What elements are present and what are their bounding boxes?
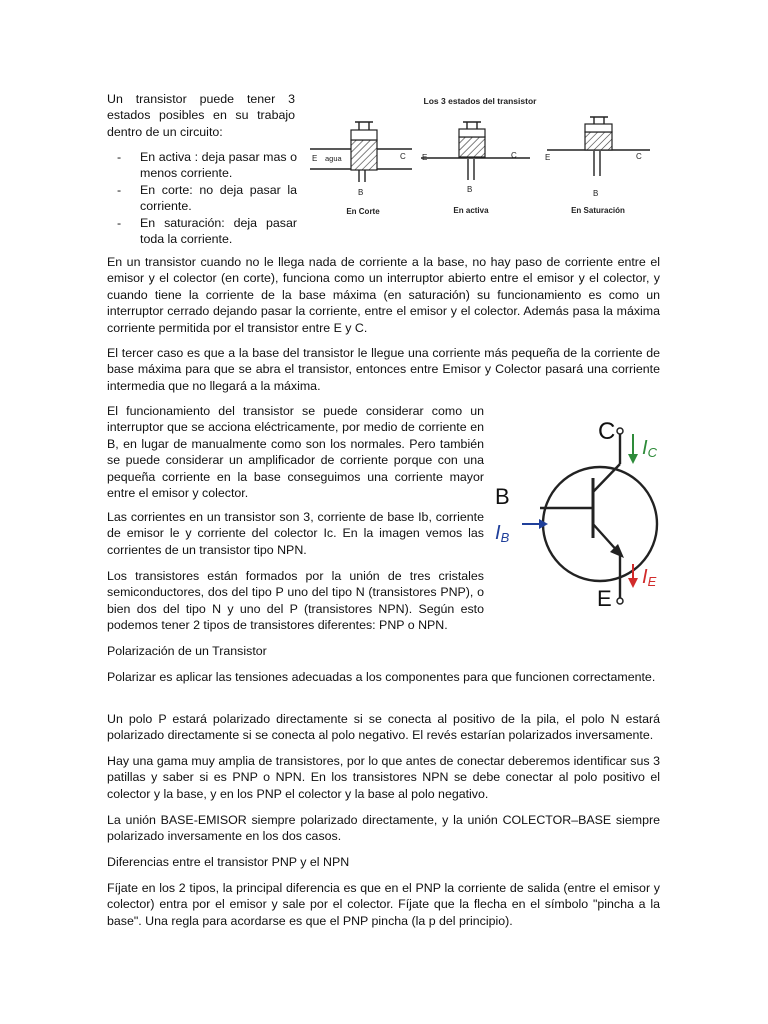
list-item: - En corte: no deja pasar la corriente. bbox=[107, 182, 297, 215]
npn-transistor-symbol bbox=[490, 412, 665, 608]
section-heading-polarizacion: Polarización de un Transistor bbox=[107, 644, 267, 658]
label-c: C bbox=[636, 152, 642, 161]
paragraph-corte-saturacion: En un transistor cuando no le llega nada de corriente a la base, no hay paso de corriente entre el emisor y el colector (en corte), funciona como un interruptor abierto entre el emisor y el colector, y cuando tiene la corriente de la base máxima (en saturación) su funcionamiento es como un interruptor cerrado dejando pasar la corriente, entre el emisor y el colector. Además pasa la máxima corriente permitida por el transistor entre E y C. bbox=[107, 255, 660, 335]
label-e: E bbox=[545, 153, 551, 162]
figure-title: Los 3 estados del transistor bbox=[423, 96, 537, 106]
emitter-label: E bbox=[597, 586, 612, 608]
water-label: agua bbox=[325, 154, 342, 163]
paragraph-interruptor-text: El funcionamiento del transistor se puede considerar como un interruptor que se acciona eléctricamente, por medio de corriente en B, en lugar de manualmente como son los normales. Pero también se puede considerar un amplificador de corriente porque con una pequeña corriente en la base conseguimos una corriente mayor entre el emisor y colector. bbox=[107, 404, 484, 501]
paragraph-polarizar: Polarizar es aplicar las tensiones adecuadas a los componentes para que funcionen correctamente. bbox=[107, 670, 656, 684]
caption-saturacion: En Saturación bbox=[571, 206, 625, 215]
label-e: E bbox=[422, 153, 428, 162]
caption-activa: En activa bbox=[453, 206, 489, 215]
label-b: B bbox=[467, 185, 473, 194]
ic-label: IC bbox=[642, 437, 657, 460]
list-item: - En saturación: deja pasar toda la corriente. bbox=[107, 215, 297, 248]
state-saturacion bbox=[545, 117, 650, 215]
list-item: - En activa : deja pasar mas o menos corriente. bbox=[107, 149, 297, 182]
ib-label: IB bbox=[495, 522, 510, 545]
paragraph-cristales-text: Los transistores están formados por la unión de tres cristales semiconductores, dos del tipo P uno del tipo N (transistores PNP), o bien dos del tipo N y uno del P (transistores NPN). Según esto podemos tener 2 tipos de transistores diferentes: PNP o NPN. bbox=[107, 569, 484, 633]
paragraph-uniones: La unión BASE-EMISOR siempre polarizado directamente, y la unión COLECTOR–BASE siempre polarizado inversamente en los dos casos. bbox=[107, 813, 660, 844]
states-list bbox=[107, 149, 297, 247]
paragraph-pnp-npn: Fíjate en los 2 tipos, la principal diferencia es que en el PNP la corriente de salida (entre el emisor y colector) entra por el emisor y sale por el colector. Fíjate que la flecha en el símbolo "pincha a la base". Una regla para acordarse es que el PNP pincha (la p del principio). bbox=[107, 881, 660, 928]
transistor-states-figure bbox=[305, 92, 660, 222]
paragraph-activa: El tercer caso es que a la base del transistor le llegue una corriente más pequeña de la corriente de base máxima para que se abra el transistor, entonces entre Emisor y Colector pasará una corriente intermedia que no llegará a la máxima. bbox=[107, 346, 660, 393]
base-label: B bbox=[495, 484, 510, 509]
ie-label: IE bbox=[642, 566, 657, 589]
state-activa bbox=[421, 122, 530, 215]
label-b: B bbox=[358, 188, 364, 197]
label-e: E bbox=[312, 154, 318, 163]
label-c: C bbox=[400, 152, 406, 161]
intro-text: Un transistor puede tener 3 estados posibles en su trabajo dentro de un circuito: bbox=[107, 92, 295, 139]
paragraph-corrientes-text: Las corrientes en un transistor son 3, corriente de base Ib, corriente de emisor le y corriente del colector Ic. En la imagen vemos las corrientes de un transistor tipo NPN. bbox=[107, 510, 484, 557]
label-c: C bbox=[511, 151, 517, 160]
section-heading-diferencias: Diferencias entre el transistor PNP y el NPN bbox=[107, 855, 350, 869]
state-corte bbox=[310, 122, 412, 216]
collector-label: C bbox=[598, 418, 616, 445]
paragraph-patillas: Hay una gama muy amplia de transistores, por lo que antes de conectar deberemos identificar sus 3 patillas y saber si es PNP o NPN. En los transistores NPN se debe conectar al polo positivo el colector y la base, y en los PNP el colector y la base al polo negativo. bbox=[107, 754, 660, 801]
caption-corte: En Corte bbox=[346, 207, 380, 216]
label-b: B bbox=[593, 189, 599, 198]
paragraph-polos: Un polo P estará polarizado directamente si se conecta al positivo de la pila, el polo N estará polarizado directamente si se conecta al polo negativo. El revés estarían polarizados inversamente. bbox=[107, 712, 660, 743]
